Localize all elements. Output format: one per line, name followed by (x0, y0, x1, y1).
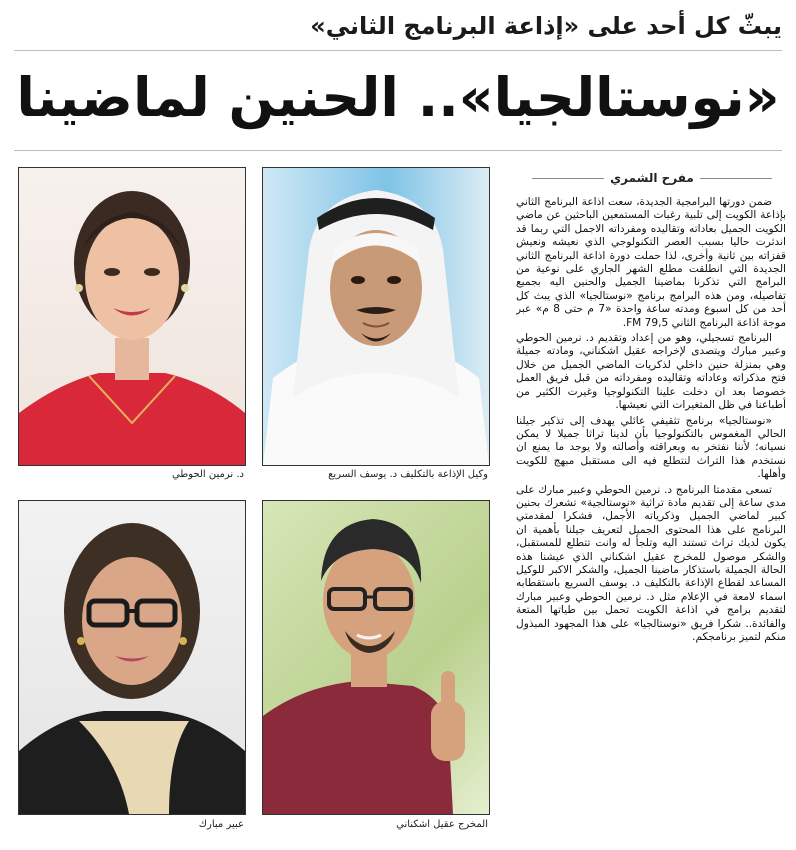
main-headline: «نوستالجيا».. الحنين لماضينا (16, 66, 780, 129)
article-paragraph: ضمن دورتها البرامجية الجديدة، سعت اذاعة البرنامج الثاني بإذاعة الكويت إلى تلبية رغبات المستمعين الباحثين عن ماضي الكويت الجميل بعاداته وتقاليده ومفرداته الاجمل التي ربما قد اندثرت حاليا بسبب العصر التكنولوجي الذي نعيشه ونعيش قفزاته بين ثانية وأخرى، لذا حملت دورة اذاعة البرنامج الثاني الجديدة التي انطلقت مطلع الشهر الجاري على نوعية من البرامج التي تذكرنا بماضينا الجميل والحنين اليه بجميع تفاصيله، ومن هذه البرامج برنامج «نوستالجيا» الذي يبث كل أحد من كل اسبوع ومدته ساعة واحدة «7 م حتى 8 م» عبر موجة اذاعة البرنامج الثاني FM 79,5. (516, 196, 786, 329)
byline-author: مفرح الشمري (610, 171, 694, 185)
photo-caption: المخرج عقيل اشكناني (396, 819, 488, 830)
byline-rule (532, 178, 604, 179)
photo-yousef-alsuraie (262, 167, 490, 466)
kicker-rule (14, 50, 782, 51)
byline-rule (700, 178, 772, 179)
photo-caption: وكيل الإذاعة بالتكليف د. يوسف السريع (328, 469, 488, 480)
photo-caption: عبير مبارك (198, 819, 244, 830)
article-body (516, 196, 786, 836)
photo-aqeel-ashkanani (262, 500, 490, 815)
article-paragraph: «نوستالجيا» برنامج تثقيفي عائلي يهدف إلى تذكير جيلنا الحالي المغموس بالتكنولوجيا بأن لدينا تراثا جميلا لا يمكن نسيانه؛ لأننا نفتخر به وبعراقته وأصالته ولا يوجد ما يمنع ان نستخدم هذا التراث لنتطلع فيه الى مستقبل مبهج للكويت وأهلها. (516, 414, 786, 481)
photo-abeer-mubarak (18, 500, 246, 815)
photo-nermin-alhouti (18, 167, 246, 466)
article-paragraph: البرنامج تسجيلي، وهو من إعداد وتقديم د. نرمين الحوطي وعبير مبارك ويتصدى لإخراجه عقيل اشكناني، ومادته جميلة وهي بمنزلة حنين داخلي لذكريات الماضي الجميل من خلال فتح مذكراته وعاداته وتقاليده ومفرداته من قبل فريق العمل خصوصا بعد ان دخلت علينا التكنولوجيا وغيرت الكثير من أطباعنا في ظل المتغيرات التي نعيشها. (516, 332, 786, 412)
kicker-headline: يبثّ كل أحد على «إذاعة البرنامج الثاني» (310, 12, 782, 40)
article-paragraph: تسعى مقدمتا البرنامج د. نرمين الحوطي وعبير مبارك على مدى ساعة إلى تقديم مادة تراثية «نوستالجية» تشعرك بحنين كبير لماضي الجميل وذكرياته الأجمل، فشكرا لمقدمتي البرنامج على هذا المحتوى الجميل لتعريف جيلنا بأهمية ان يكون لديك تراث تستند اليه وتلجأ له وانت تتطلع للمستقبل، والشكر موصول للمخرج عقيل اشكناني الذي عيشنا هذه الحالة الجميلة باستذكار ماضينا الجميل، والشكر الاكبر للوكيل المساعد لقطاع الإذاعة بالتكليف د. يوسف السريع باستقطابه اسماء لامعة في الإعلام مثل د. نرمين الحوطي وعبير مبارك لتقديم برامج في اذاعة الكويت تحمل بين طياتها المتعة والفائدة.. شكرا فريق «نوستالجيا» على هذا المجهود المبذول منكم لتميز برنامجكم. (516, 483, 786, 643)
photo-caption: د. نرمين الحوطي (171, 469, 244, 480)
headline-rule (14, 150, 782, 151)
byline (516, 166, 788, 190)
